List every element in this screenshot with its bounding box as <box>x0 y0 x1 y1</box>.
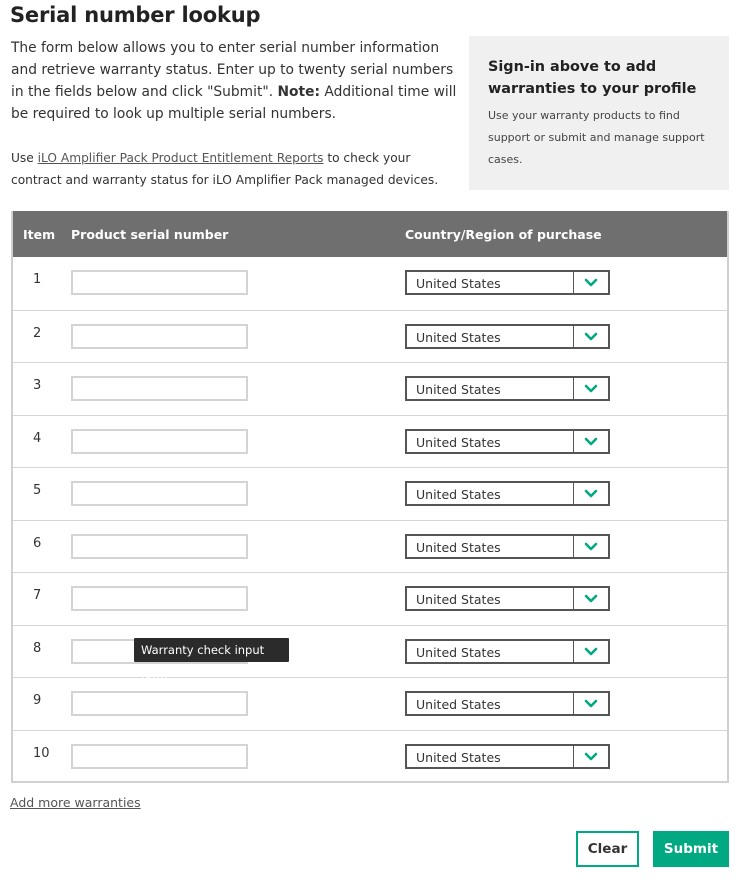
country-select[interactable] <box>405 324 610 349</box>
country-select[interactable] <box>405 270 610 295</box>
header-item: Item <box>23 227 56 242</box>
row-number: 5 <box>33 483 42 498</box>
row-number: 6 <box>33 535 42 551</box>
select-divider <box>573 326 574 347</box>
signin-title: Sign-in above to add warranties to your profile <box>488 59 697 97</box>
chevron-down-icon[interactable] <box>583 697 599 711</box>
country-select[interactable] <box>405 639 610 664</box>
entitlement-reports-link[interactable]: iLO Amplifier Pack Product Entitlement Reports <box>37 151 324 165</box>
serial-number-input[interactable] <box>71 691 248 716</box>
serial-number-input[interactable] <box>71 429 248 454</box>
intro-text <box>11 37 461 125</box>
chevron-down-icon[interactable] <box>583 645 599 659</box>
header-serial: Product serial number <box>71 227 229 242</box>
select-divider <box>573 588 574 609</box>
select-divider <box>573 746 574 767</box>
chevron-down-icon[interactable] <box>583 330 599 344</box>
row-number: 1 <box>33 272 42 287</box>
row-number: 8 <box>33 640 42 656</box>
row-number: 3 <box>33 378 42 393</box>
table-header <box>13 211 727 257</box>
chevron-down-icon[interactable] <box>583 487 599 501</box>
serial-number-input[interactable] <box>71 481 248 506</box>
serial-number-input[interactable] <box>71 534 248 559</box>
table-row <box>13 730 727 783</box>
country-select-value: United States <box>416 592 501 607</box>
country-select-value: United States <box>416 644 501 660</box>
note-label: Note: <box>277 84 320 100</box>
serial-number-input[interactable] <box>71 376 248 401</box>
table-row <box>13 362 727 415</box>
header-country: Country/Region of purchase <box>405 227 602 242</box>
serial-number-input[interactable] <box>71 324 248 349</box>
chevron-down-icon[interactable] <box>583 750 599 764</box>
table-row <box>13 572 727 625</box>
chevron-down-icon[interactable] <box>583 382 599 396</box>
use-suffix: to check your contract and warranty status for iLO Amplifier Pack managed devices. <box>11 151 439 187</box>
country-select[interactable] <box>405 534 610 559</box>
chevron-down-icon[interactable] <box>583 276 599 290</box>
row-number: 7 <box>33 588 42 603</box>
select-divider <box>573 536 574 557</box>
country-select-value: United States <box>416 434 501 450</box>
select-divider <box>573 378 574 399</box>
select-divider <box>573 641 574 662</box>
row-number: 4 <box>33 430 42 446</box>
row-number: 9 <box>33 693 42 708</box>
page-title: Serial number lookup <box>10 3 261 27</box>
serial-table <box>11 211 729 783</box>
table-row <box>13 415 727 468</box>
signin-panel <box>469 36 729 190</box>
row-number: 2 <box>33 325 42 341</box>
select-divider <box>573 693 574 714</box>
select-divider <box>573 431 574 452</box>
table-row <box>13 625 727 678</box>
table-row <box>13 467 727 520</box>
serial-number-input[interactable] <box>71 586 248 611</box>
use-prefix: Use <box>11 151 38 165</box>
entitlement-text <box>11 147 461 191</box>
select-divider <box>573 483 574 504</box>
country-select[interactable] <box>405 429 610 454</box>
country-select-value: United States <box>416 276 501 291</box>
row-number: 10 <box>33 745 50 761</box>
select-divider <box>573 272 574 293</box>
country-select[interactable] <box>405 586 610 611</box>
country-select[interactable] <box>405 376 610 401</box>
serial-number-input[interactable] <box>71 744 248 769</box>
tooltip: Warranty check input form <box>134 638 289 662</box>
country-select-value: United States <box>416 749 501 765</box>
add-more-warranties-link[interactable]: Add more warranties <box>10 795 141 810</box>
table-row <box>13 677 727 730</box>
table-row <box>13 310 727 363</box>
country-select-value: United States <box>416 329 501 345</box>
chevron-down-icon[interactable] <box>583 592 599 606</box>
chevron-down-icon[interactable] <box>583 540 599 554</box>
country-select-value: United States <box>416 487 501 502</box>
country-select[interactable] <box>405 691 610 716</box>
serial-number-input[interactable] <box>71 270 248 295</box>
submit-button[interactable]: Submit <box>653 831 729 867</box>
signin-text: Use your warranty products to find support or submit and manage support cases. <box>488 109 705 166</box>
country-select-value: United States <box>416 697 501 712</box>
table-row <box>13 257 727 309</box>
intro-part1: The form below allows you to enter serial number information and retrieve warranty status. Enter up to twenty serial numbers in the fields below and click "Submit". <box>11 40 454 100</box>
intro-part2: Additional time will be required to look up multiple serial numbers. <box>11 84 457 122</box>
country-select[interactable] <box>405 481 610 506</box>
table-row <box>13 520 727 573</box>
clear-button[interactable]: Clear <box>576 831 639 867</box>
country-select-value: United States <box>416 539 501 555</box>
country-select-value: United States <box>416 382 501 397</box>
country-select[interactable] <box>405 744 610 769</box>
chevron-down-icon[interactable] <box>583 435 599 449</box>
